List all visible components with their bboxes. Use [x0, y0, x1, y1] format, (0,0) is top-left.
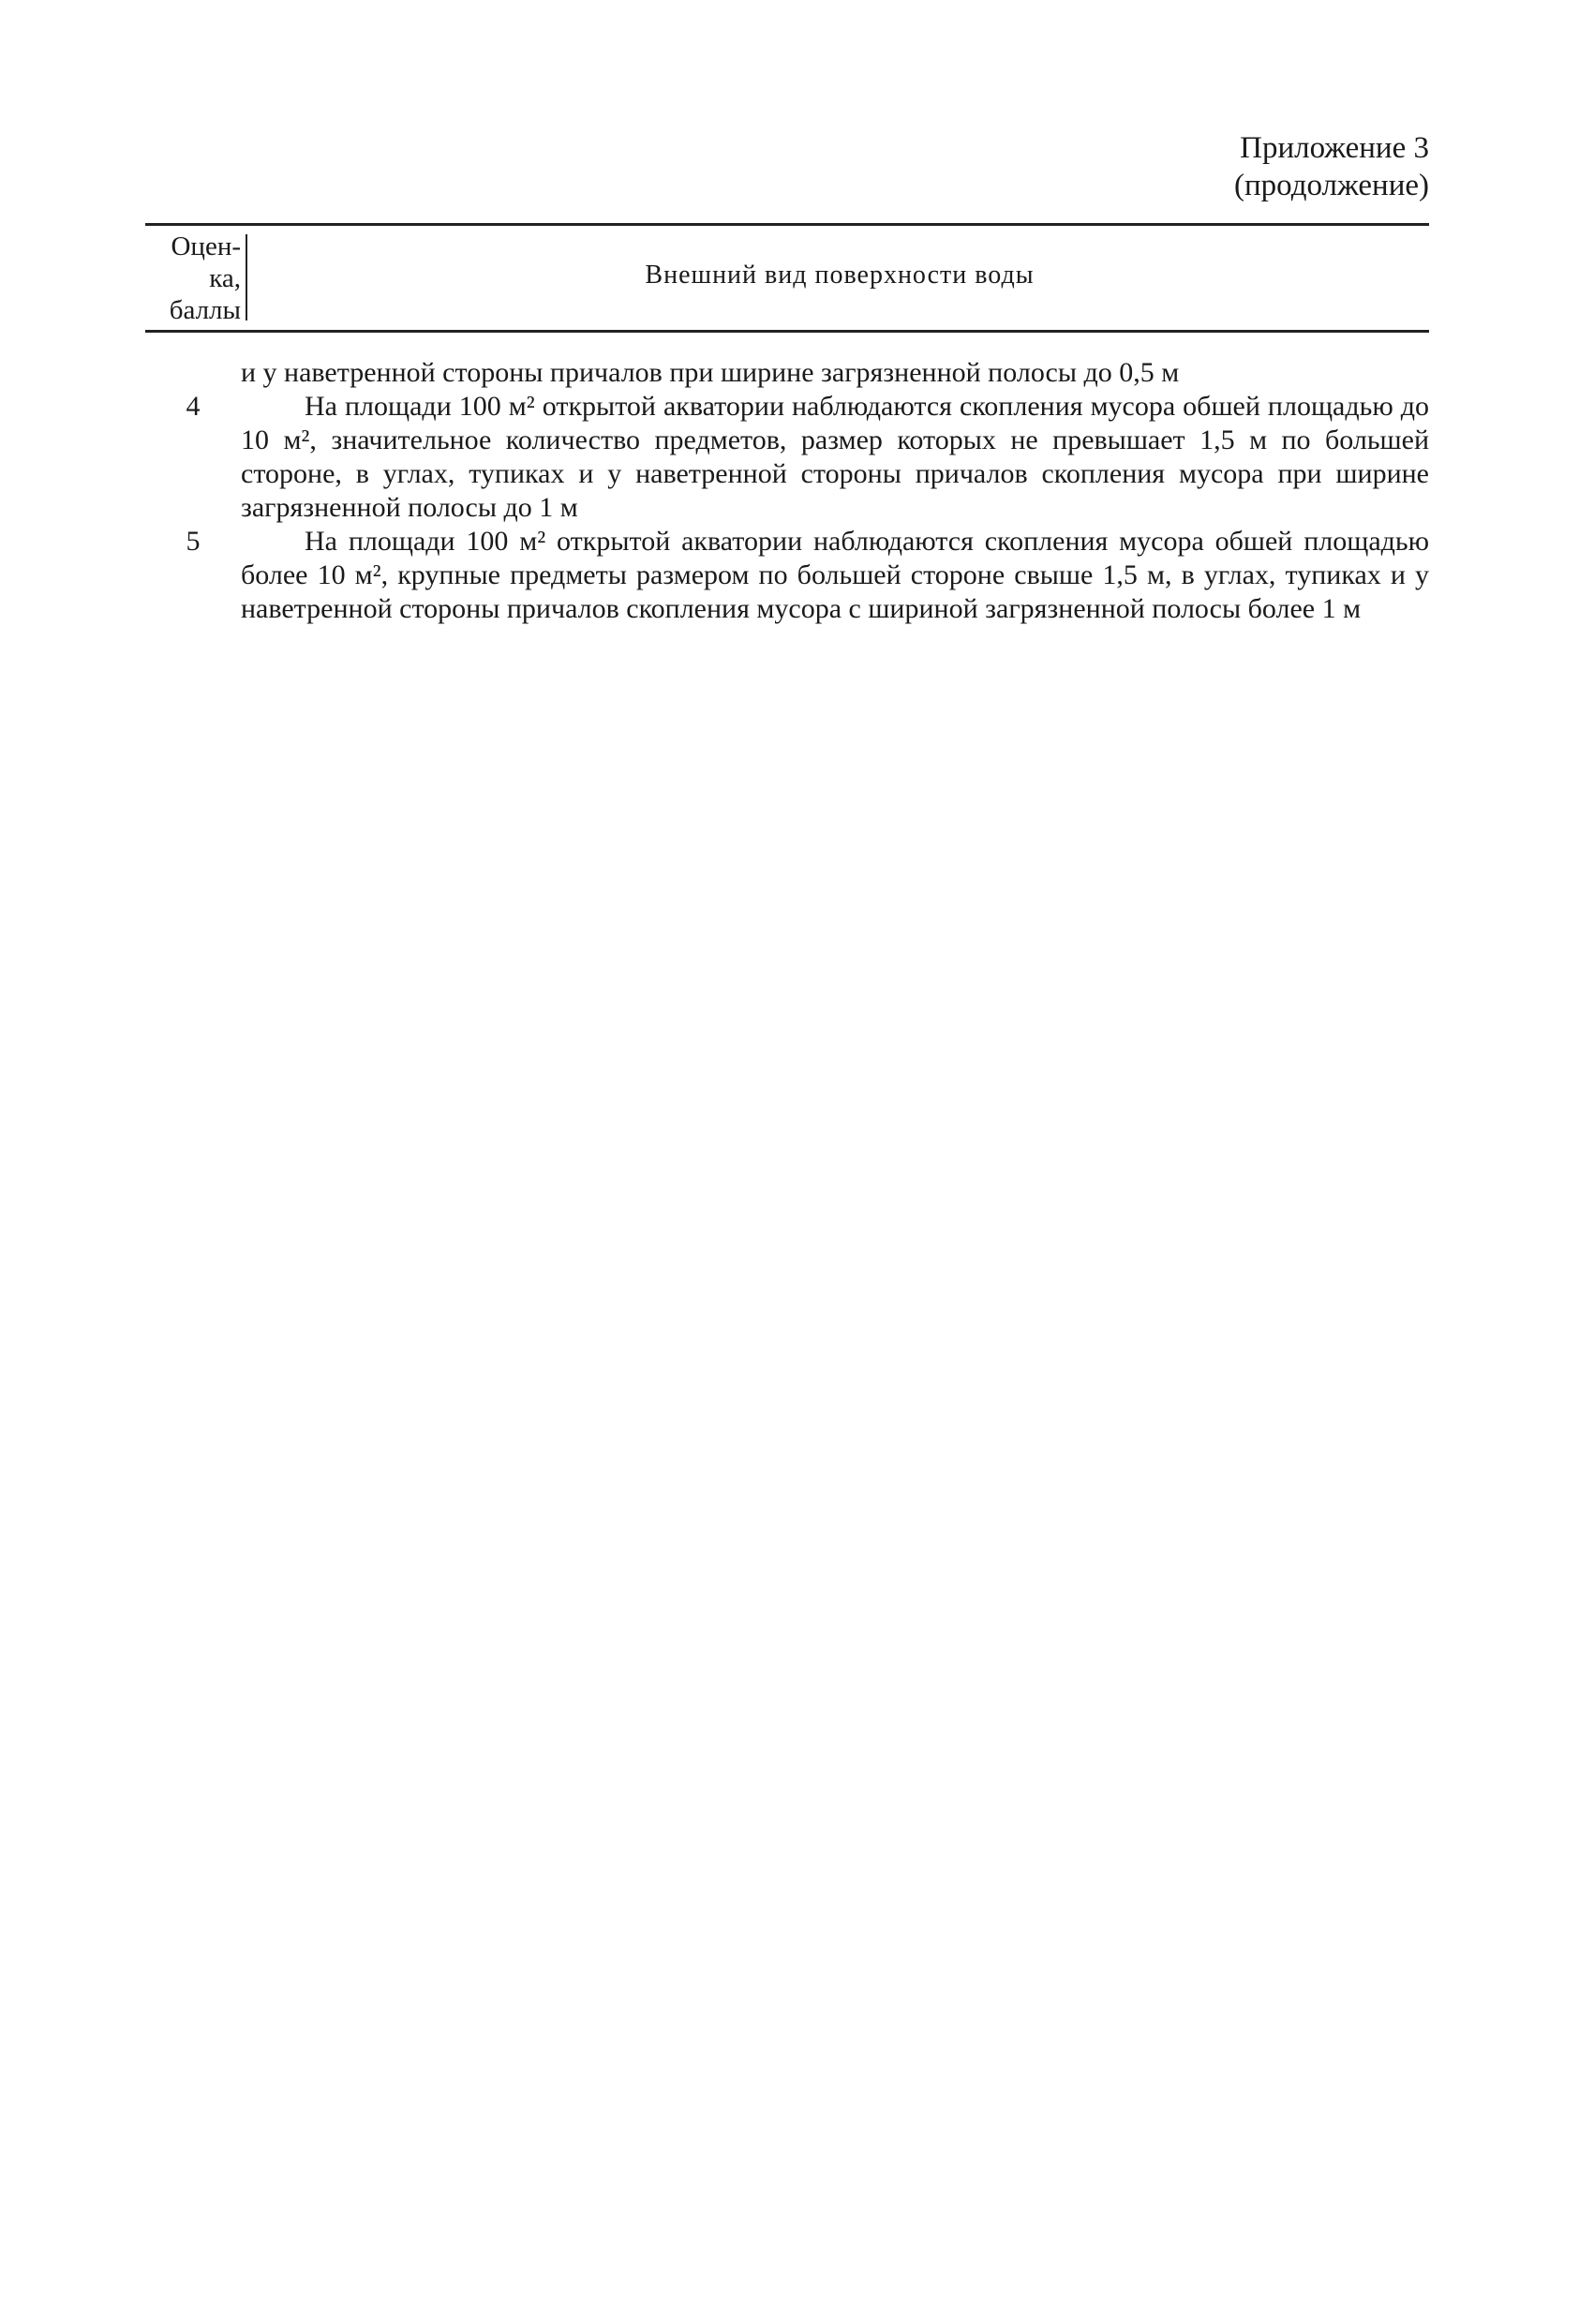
- continuation-row: [145, 356, 1429, 390]
- continuation-text: и у наветренной стороны причалов при ширине загрязненной полосы до 0,5 м: [241, 357, 1180, 388]
- appendix-subtitle: (продолжение): [1234, 169, 1429, 202]
- score-cell: 5: [186, 526, 201, 557]
- score-header-line: Оцен-: [171, 231, 241, 261]
- description-cell: На площади 100 м² открытой акватории наблюдаются скопления мусора обшей площадью более 10 м², крупные предметы размером по большей стороне свыше 1,5 м, в углах, тупиках и у наветренной стороны причалов скопления мусора с шириной загрязненной полосы более 1 м: [241, 526, 1429, 624]
- score-column-header: [145, 231, 241, 326]
- table-header-rule: [145, 330, 1429, 333]
- score-header-line: ка,: [209, 263, 241, 293]
- score-header-line: баллы: [169, 295, 241, 325]
- appendix-title: Приложение 3: [1240, 131, 1429, 165]
- table-body: [145, 356, 1429, 626]
- table-top-rule: [145, 223, 1429, 226]
- table-row: [145, 390, 1429, 525]
- description-cell: На площади 100 м² открытой акватории наблюдаются скопления мусора обшей площадью до 10 м², значительное количество предметов, размер которых не превышает 1,5 м по большей стороне, в углах, тупиках и у наветренной стороны причалов скопления мусора при ширине загрязненной полосы до 1 м: [241, 391, 1429, 523]
- table-row: [145, 525, 1429, 626]
- description-column-header: Внешний вид поверхности воды: [645, 261, 1035, 290]
- score-cell: 4: [186, 391, 201, 422]
- appendix-label: [1234, 129, 1429, 204]
- column-divider: [246, 234, 247, 320]
